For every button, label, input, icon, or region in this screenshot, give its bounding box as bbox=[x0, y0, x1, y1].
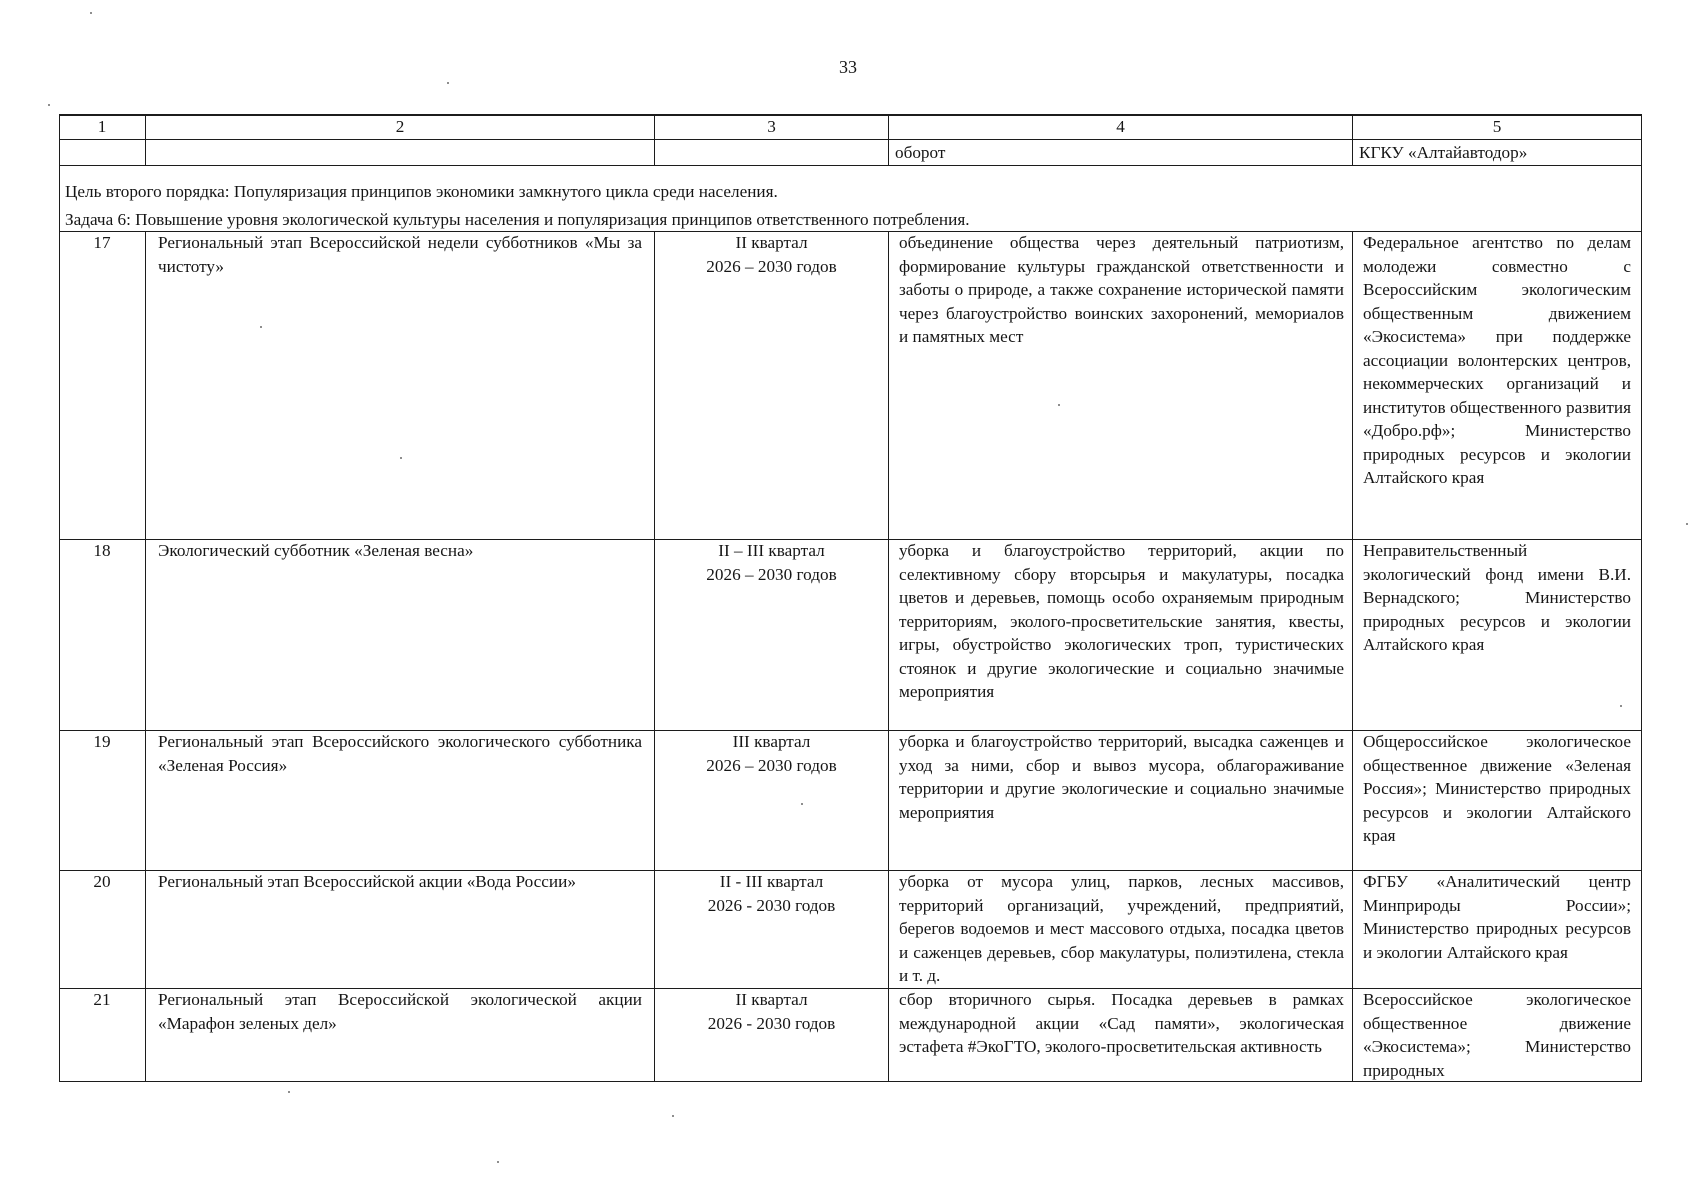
term-quarter: II - III квартал bbox=[719, 872, 824, 891]
event-executors: Всероссийское экологическое общественное движение «Экосистема»; Министерство природных bbox=[1363, 990, 1631, 1080]
term-years: 2026 - 2030 годов bbox=[707, 1013, 836, 1033]
event-content: сбор вторичного сырья. Посадка деревьев в рамках международной акции «Сад памяти», экологическая эстафета #ЭкоГТО, эколого-просветительская активность bbox=[899, 990, 1344, 1056]
event-executors: Неправительственный экологический фонд имени В.И. Вернадского; Министерство природных ресурсов и экологии Алтайского края bbox=[1363, 541, 1631, 654]
page-number: 33 bbox=[839, 57, 857, 77]
goal-second-order: Цель второго порядка: Популяризация принципов экономики замкнутого цикла среди населения. bbox=[65, 182, 778, 201]
column-header-4: 4 bbox=[1116, 117, 1125, 136]
column-divider bbox=[145, 231, 146, 1082]
term-quarter: II квартал bbox=[735, 990, 808, 1009]
column-divider bbox=[654, 231, 655, 1082]
event-content: уборка и благоустройство территорий, акции по селективному сбору вторсырья и макулатуры, посадка цветов и деревьев, помощь особо охраняемым природным территориям, эколого-просветительские занятия, квесты, игры, обустройство экологических троп, туристических стоянок и другие экологические и социально значимые мероприятия bbox=[899, 541, 1344, 701]
event-executors: Общероссийское экологическое общественное движение «Зеленая Россия»; Министерство природных ресурсов и экологии Алтайского края bbox=[1363, 732, 1631, 845]
event-name: Региональный этап Всероссийской недели субботников «Мы за чистоту» bbox=[158, 233, 642, 276]
event-term bbox=[655, 988, 888, 1035]
event-name: Региональный этап Всероссийской экологической акции «Марафон зеленых дел» bbox=[158, 990, 642, 1033]
scan-speck bbox=[400, 457, 402, 459]
event-content: объединение общества через деятельный патриотизм, формирование культуры гражданской ответственности и заботы о природе, а также сохранение исторической памяти через благоустройство воинских захоронений, мемориалов и памятных мест bbox=[899, 233, 1344, 346]
scan-speck bbox=[48, 104, 50, 106]
event-name: Экологический субботник «Зеленая весна» bbox=[158, 541, 474, 560]
column-header-5: 5 bbox=[1492, 117, 1502, 136]
event-executors: ФГБУ «Аналитический центр Минприроды России»; Министерство природных ресурсов и экологии Алтайского края bbox=[1363, 872, 1631, 962]
event-name: Региональный этап Всероссийского экологического субботника «Зеленая Россия» bbox=[158, 732, 642, 775]
scan-speck bbox=[90, 12, 92, 14]
column-header-3: 3 bbox=[767, 117, 776, 136]
term-years: 2026 - 2030 годов bbox=[707, 895, 836, 915]
row-number: 17 bbox=[93, 233, 111, 252]
term-quarter: II квартал bbox=[735, 233, 808, 252]
event-term bbox=[655, 231, 888, 278]
term-years: 2026 – 2030 годов bbox=[706, 755, 837, 775]
continuation-executor: КГКУ «Алтайавтодор» bbox=[1359, 143, 1528, 162]
event-term bbox=[655, 730, 888, 777]
scan-speck bbox=[801, 803, 803, 805]
scan-speck bbox=[1620, 705, 1622, 707]
scan-speck bbox=[447, 82, 449, 84]
event-content: уборка и благоустройство территорий, высадка саженцев и уход за ними, сбор и вывоз мусора, облагораживание территории и другие экологические и социально значимые мероприятия bbox=[899, 732, 1344, 822]
column-header-2: 2 bbox=[395, 117, 405, 136]
column-header-1: 1 bbox=[97, 117, 107, 136]
scan-speck bbox=[288, 1091, 290, 1093]
event-name: Региональный этап Всероссийской акции «Вода России» bbox=[158, 872, 576, 891]
event-content: уборка от мусора улиц, парков, лесных массивов, территорий организаций, учреждений, предприятий, берегов водоемов и мест массового отдыха, посадка цветов и саженцев деревьев, сбор макулатуры, полиэтилена, стекла и т. д. bbox=[899, 872, 1344, 985]
scan-speck bbox=[1686, 523, 1688, 525]
table-border-right bbox=[1641, 114, 1642, 1082]
scan-speck bbox=[1058, 404, 1060, 406]
row-number: 21 bbox=[93, 990, 111, 1009]
term-years: 2026 – 2030 годов bbox=[706, 256, 837, 276]
event-executors: Федеральное агентство по делам молодежи совместно с Всероссийским экологическим общественным движением «Экосистема» при поддержке ассоциации волонтерских центров, некоммерческих организаций и институтов общественного развития «Добро.рф»; Министерство природных ресурсов и экологии Алтайского края bbox=[1363, 233, 1631, 487]
table-border-left bbox=[59, 114, 60, 1082]
scan-speck bbox=[672, 1115, 674, 1117]
term-quarter: II – III квартал bbox=[718, 541, 825, 560]
row-divider bbox=[59, 165, 1642, 166]
term-quarter: III квартал bbox=[732, 732, 811, 751]
events-table bbox=[59, 114, 1642, 1082]
continuation-content: оборот bbox=[895, 143, 946, 162]
event-term bbox=[655, 870, 888, 917]
scan-speck bbox=[260, 326, 262, 328]
term-years: 2026 – 2030 годов bbox=[706, 564, 837, 584]
row-number: 18 bbox=[93, 541, 111, 560]
row-number: 20 bbox=[93, 872, 111, 891]
event-term bbox=[655, 539, 888, 586]
row-divider bbox=[59, 139, 1642, 140]
row-number: 19 bbox=[93, 732, 111, 751]
task-heading: Задача 6: Повышение уровня экологической культуры населения и популяризация принципов ответственного потребления. bbox=[65, 210, 970, 229]
scan-speck bbox=[497, 1161, 499, 1163]
